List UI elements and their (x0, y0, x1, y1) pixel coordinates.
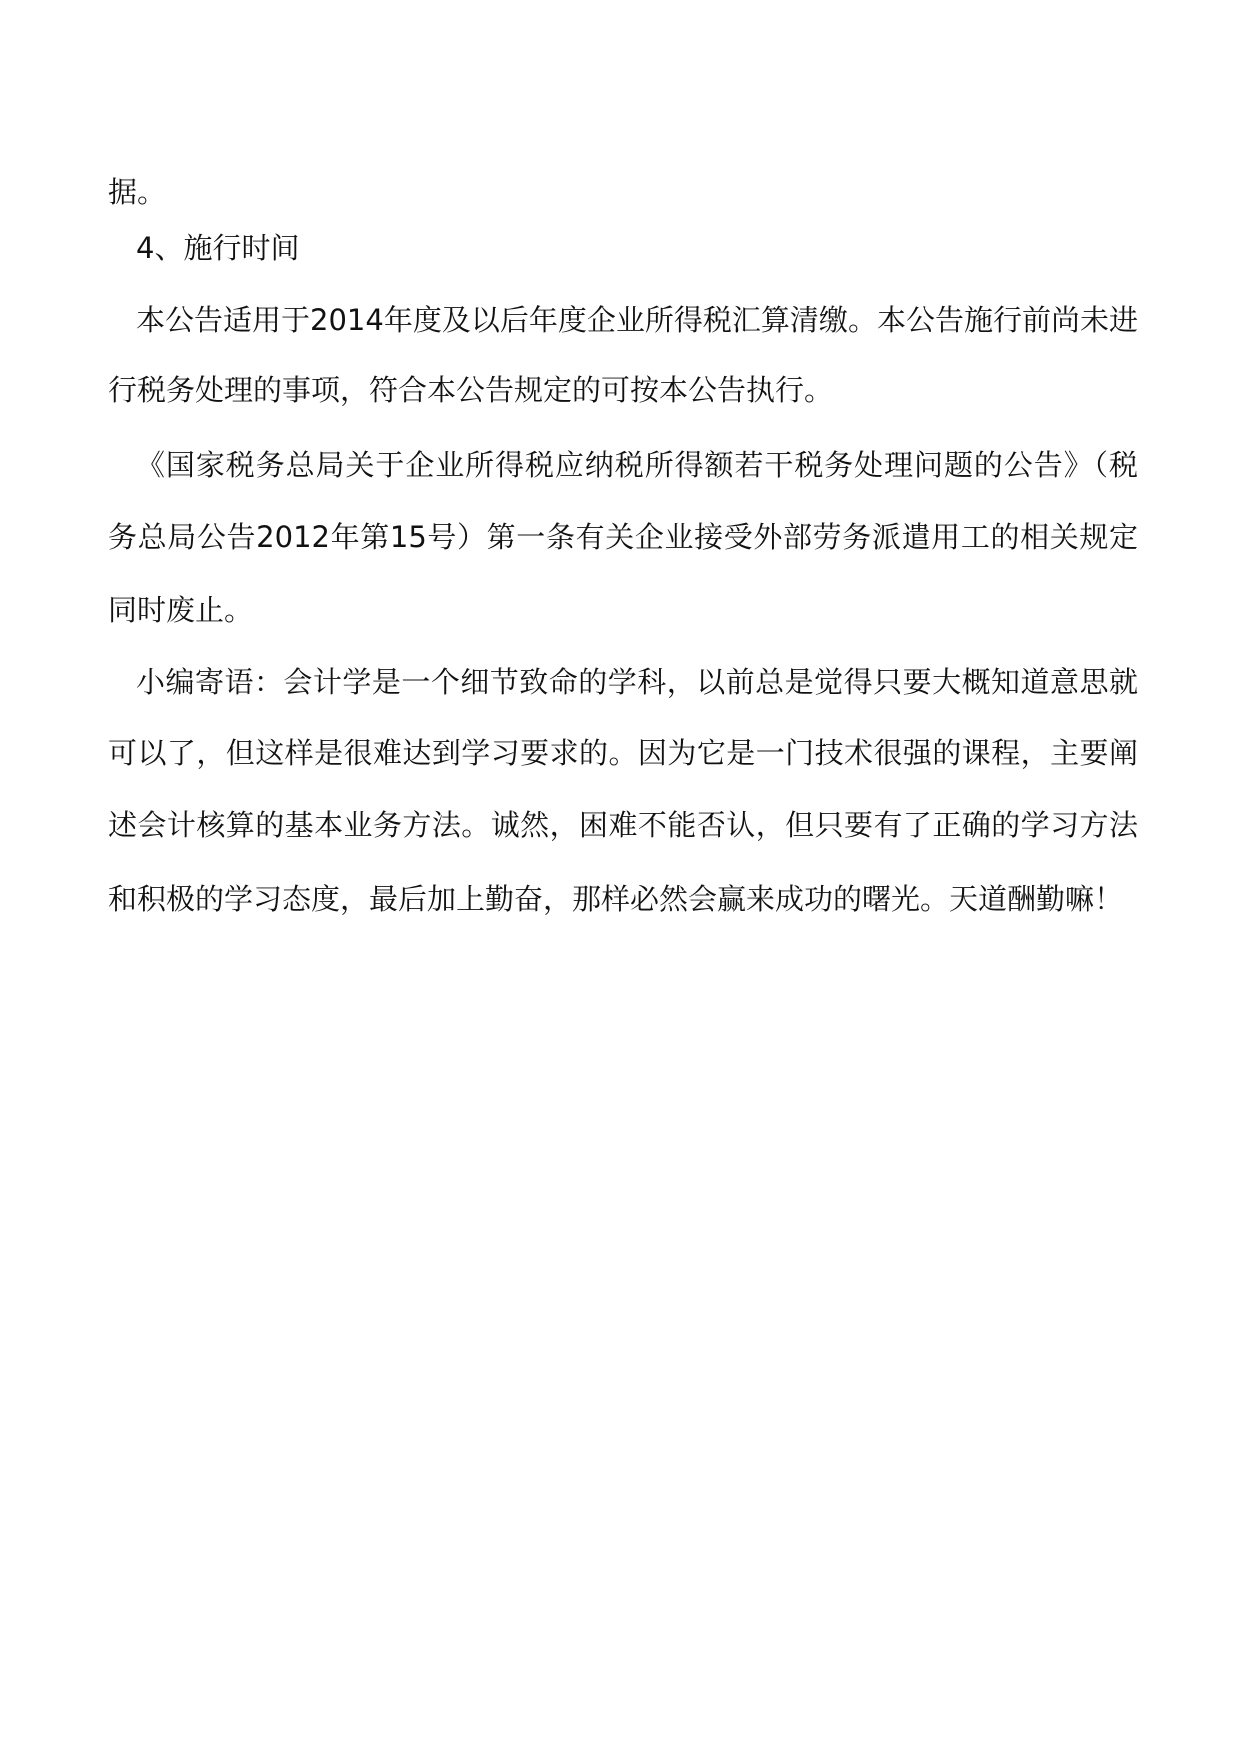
paragraph-effective-date-line-2: 行税务处理的事项，符合本公告规定的可按本公告执行。 (108, 373, 834, 407)
section-heading: 4、施行时间 (136, 231, 300, 265)
paragraph-editor-note-line-4: 和积极的学习态度，最后加上勤奋，那样必然会赢来成功的曙光。天道酬勤嘛！ (108, 882, 1124, 916)
text-line-continuation: 据。 (108, 175, 167, 209)
paragraph-abolished-rule-line-1: 《国家税务总局关于企业所得税应纳税所得额若干税务处理问题的公告》（税 (136, 448, 1138, 482)
paragraph-abolished-rule-line-2: 务总局公告2012年第15号）第一条有关企业接受外部劳务派遣用工的相关规定 (108, 520, 1138, 554)
paragraph-abolished-rule-line-3: 同时废止。 (108, 593, 254, 627)
paragraph-editor-note-line-2: 可以了，但这样是很难达到学习要求的。因为它是一门技术很强的课程，主要阐 (108, 736, 1138, 770)
paragraph-editor-note-line-1: 小编寄语：会计学是一个细节致命的学科，以前总是觉得只要大概知道意思就 (136, 665, 1138, 699)
paragraph-editor-note-line-3: 述会计核算的基本业务方法。诚然，困难不能否认，但只要有了正确的学习方法 (108, 808, 1138, 842)
paragraph-effective-date-line-1: 本公告适用于2014年度及以后年度企业所得税汇算清缴。本公告施行前尚未进 (136, 303, 1138, 337)
